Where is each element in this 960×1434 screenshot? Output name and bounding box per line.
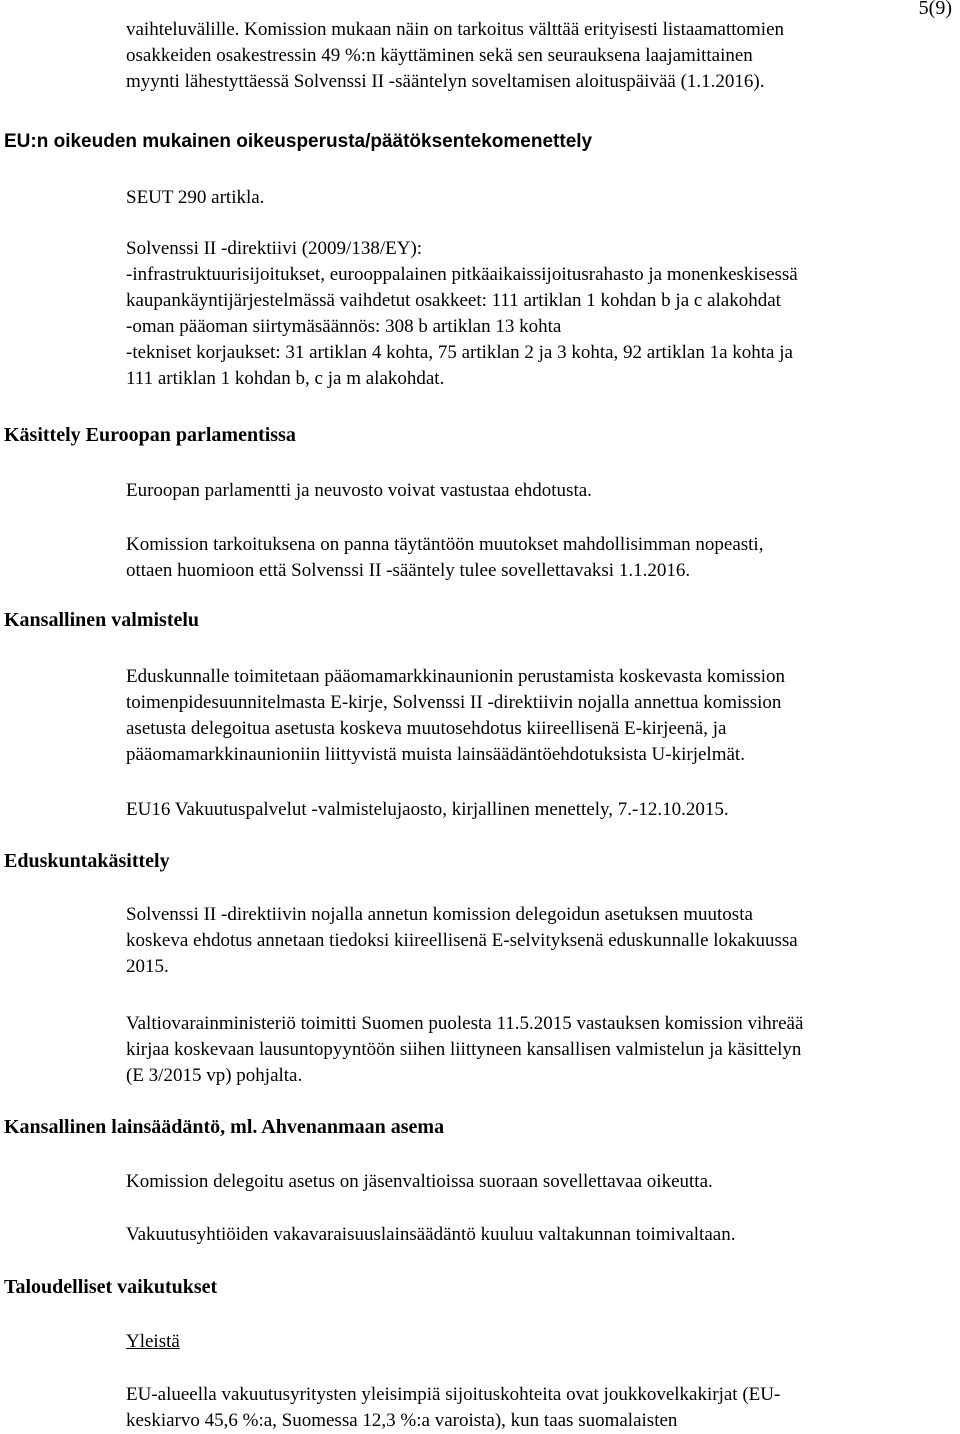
parliament-para-2: Komission tarkoituksena on panna täytäntöön muutokset mahdollisimman nopeasti, ottaen huomioon että Solvenssi II -sääntely tulee sovellettavaksi 1.1.2016. — [126, 534, 764, 581]
parliament-heading: Käsittely Euroopan parlamentissa — [4, 424, 296, 446]
page-number: 5(9) — [918, 0, 952, 19]
legal-article: SEUT 290 artikla. — [126, 187, 265, 208]
national-legislation-heading: Kansallinen lainsäädäntö, ml. Ahvenanmaan asema — [4, 1116, 445, 1138]
parliament-national-para-2: Valtiovarainministeriö toimitti Suomen puolesta 11.5.2015 vastauksen komission vihreää kirjaa koskevaan lausuntopyyntöön siihen liittyneen kansallisen valmistelun ja käsittelyn (E 3/2015 vp) pohjalta. — [126, 1013, 804, 1086]
intro-paragraph: vaihteluvälille. Komission mukaan näin on tarkoitus välttää erityisesti listaamattomien osakkeiden osakestressin 49 %:n käyttäminen sekä sen seurauksena laajamittainen myynti lähestyttäessä Solvenssi II -sääntelyn soveltamisen aloituspäivää (1.1.2016). — [126, 19, 784, 92]
national-legislation-para-1: Komission delegoitu asetus on jäsenvaltioissa suoraan sovellettavaa oikeutta. — [126, 1171, 713, 1192]
national-legislation-para-2: Vakuutusyhtiöiden vakavaraisuuslainsäädäntö kuuluu valtakunnan toimivaltaan. — [126, 1224, 736, 1245]
parliament-para-1: Euroopan parlamentti ja neuvosto voivat vastustaa ehdotusta. — [126, 480, 592, 501]
economic-subheading: Yleistä — [126, 1331, 180, 1352]
directive-paragraph: Solvenssi II -direktiivi (2009/138/EY): -infrastruktuurisijoitukset, eurooppalainen pitkäaikaissijoitusrahasto ja monenkeskisessä kaupankäyntijärjestelmässä vaihdetut osakkeet: 111 artiklan 1 kohdan b ja c alakohdat -oman pääoman siirtymäsäännös: 308 b artiklan 13 kohta -tekniset korjaukset: 31 artiklan 4 kohta, 75 artiklan 2 ja 3 kohta, 92 artiklan 1a kohta ja 111 artiklan 1 kohdan b, c ja m alakohdat. — [126, 238, 798, 389]
national-prep-heading: Kansallinen valmistelu — [4, 609, 200, 631]
economic-heading: Taloudelliset vaikutukset — [4, 1276, 218, 1298]
national-prep-para-1: Eduskunnalle toimitetaan pääomamarkkinaunionin perustamista koskevasta komission toimenpidesuunnitelmasta E-kirje, Solvenssi II -direktiivin nojalla annettua komission asetusta delegoitua asetusta koskeva muutosehdotus kiireellisenä E-kirjeenä, ja pääomamarkkinaunioniin liittyvistä muista lainsäädäntöehdotuksista U-kirjelmät. — [126, 666, 786, 765]
economic-paragraph: EU-alueella vakuutusyritysten yleisimpiä sijoituskohteita ovat joukkovelkakirjat (EU- keskiarvo 45,6 %:a, Suomessa 12,3 %:a varoista), kun taas suomalaisten — [126, 1384, 781, 1431]
national-prep-para-2: EU16 Vakuutuspalvelut -valmistelujaosto, kirjallinen menettely, 7.-12.10.2015. — [126, 799, 729, 820]
legal-basis-heading: EU:n oikeuden mukainen oikeusperusta/päätöksentekomenettely — [4, 131, 593, 152]
parliament-national-para-1: Solvenssi II -direktiivin nojalla annetun komission delegoidun asetuksen muutosta koskeva ehdotus annetaan tiedoksi kiireellisenä E-selvityksenä eduskunnalle lokakuussa 2015. — [126, 904, 798, 977]
parliament-national-heading: Eduskuntakäsittely — [4, 850, 170, 872]
